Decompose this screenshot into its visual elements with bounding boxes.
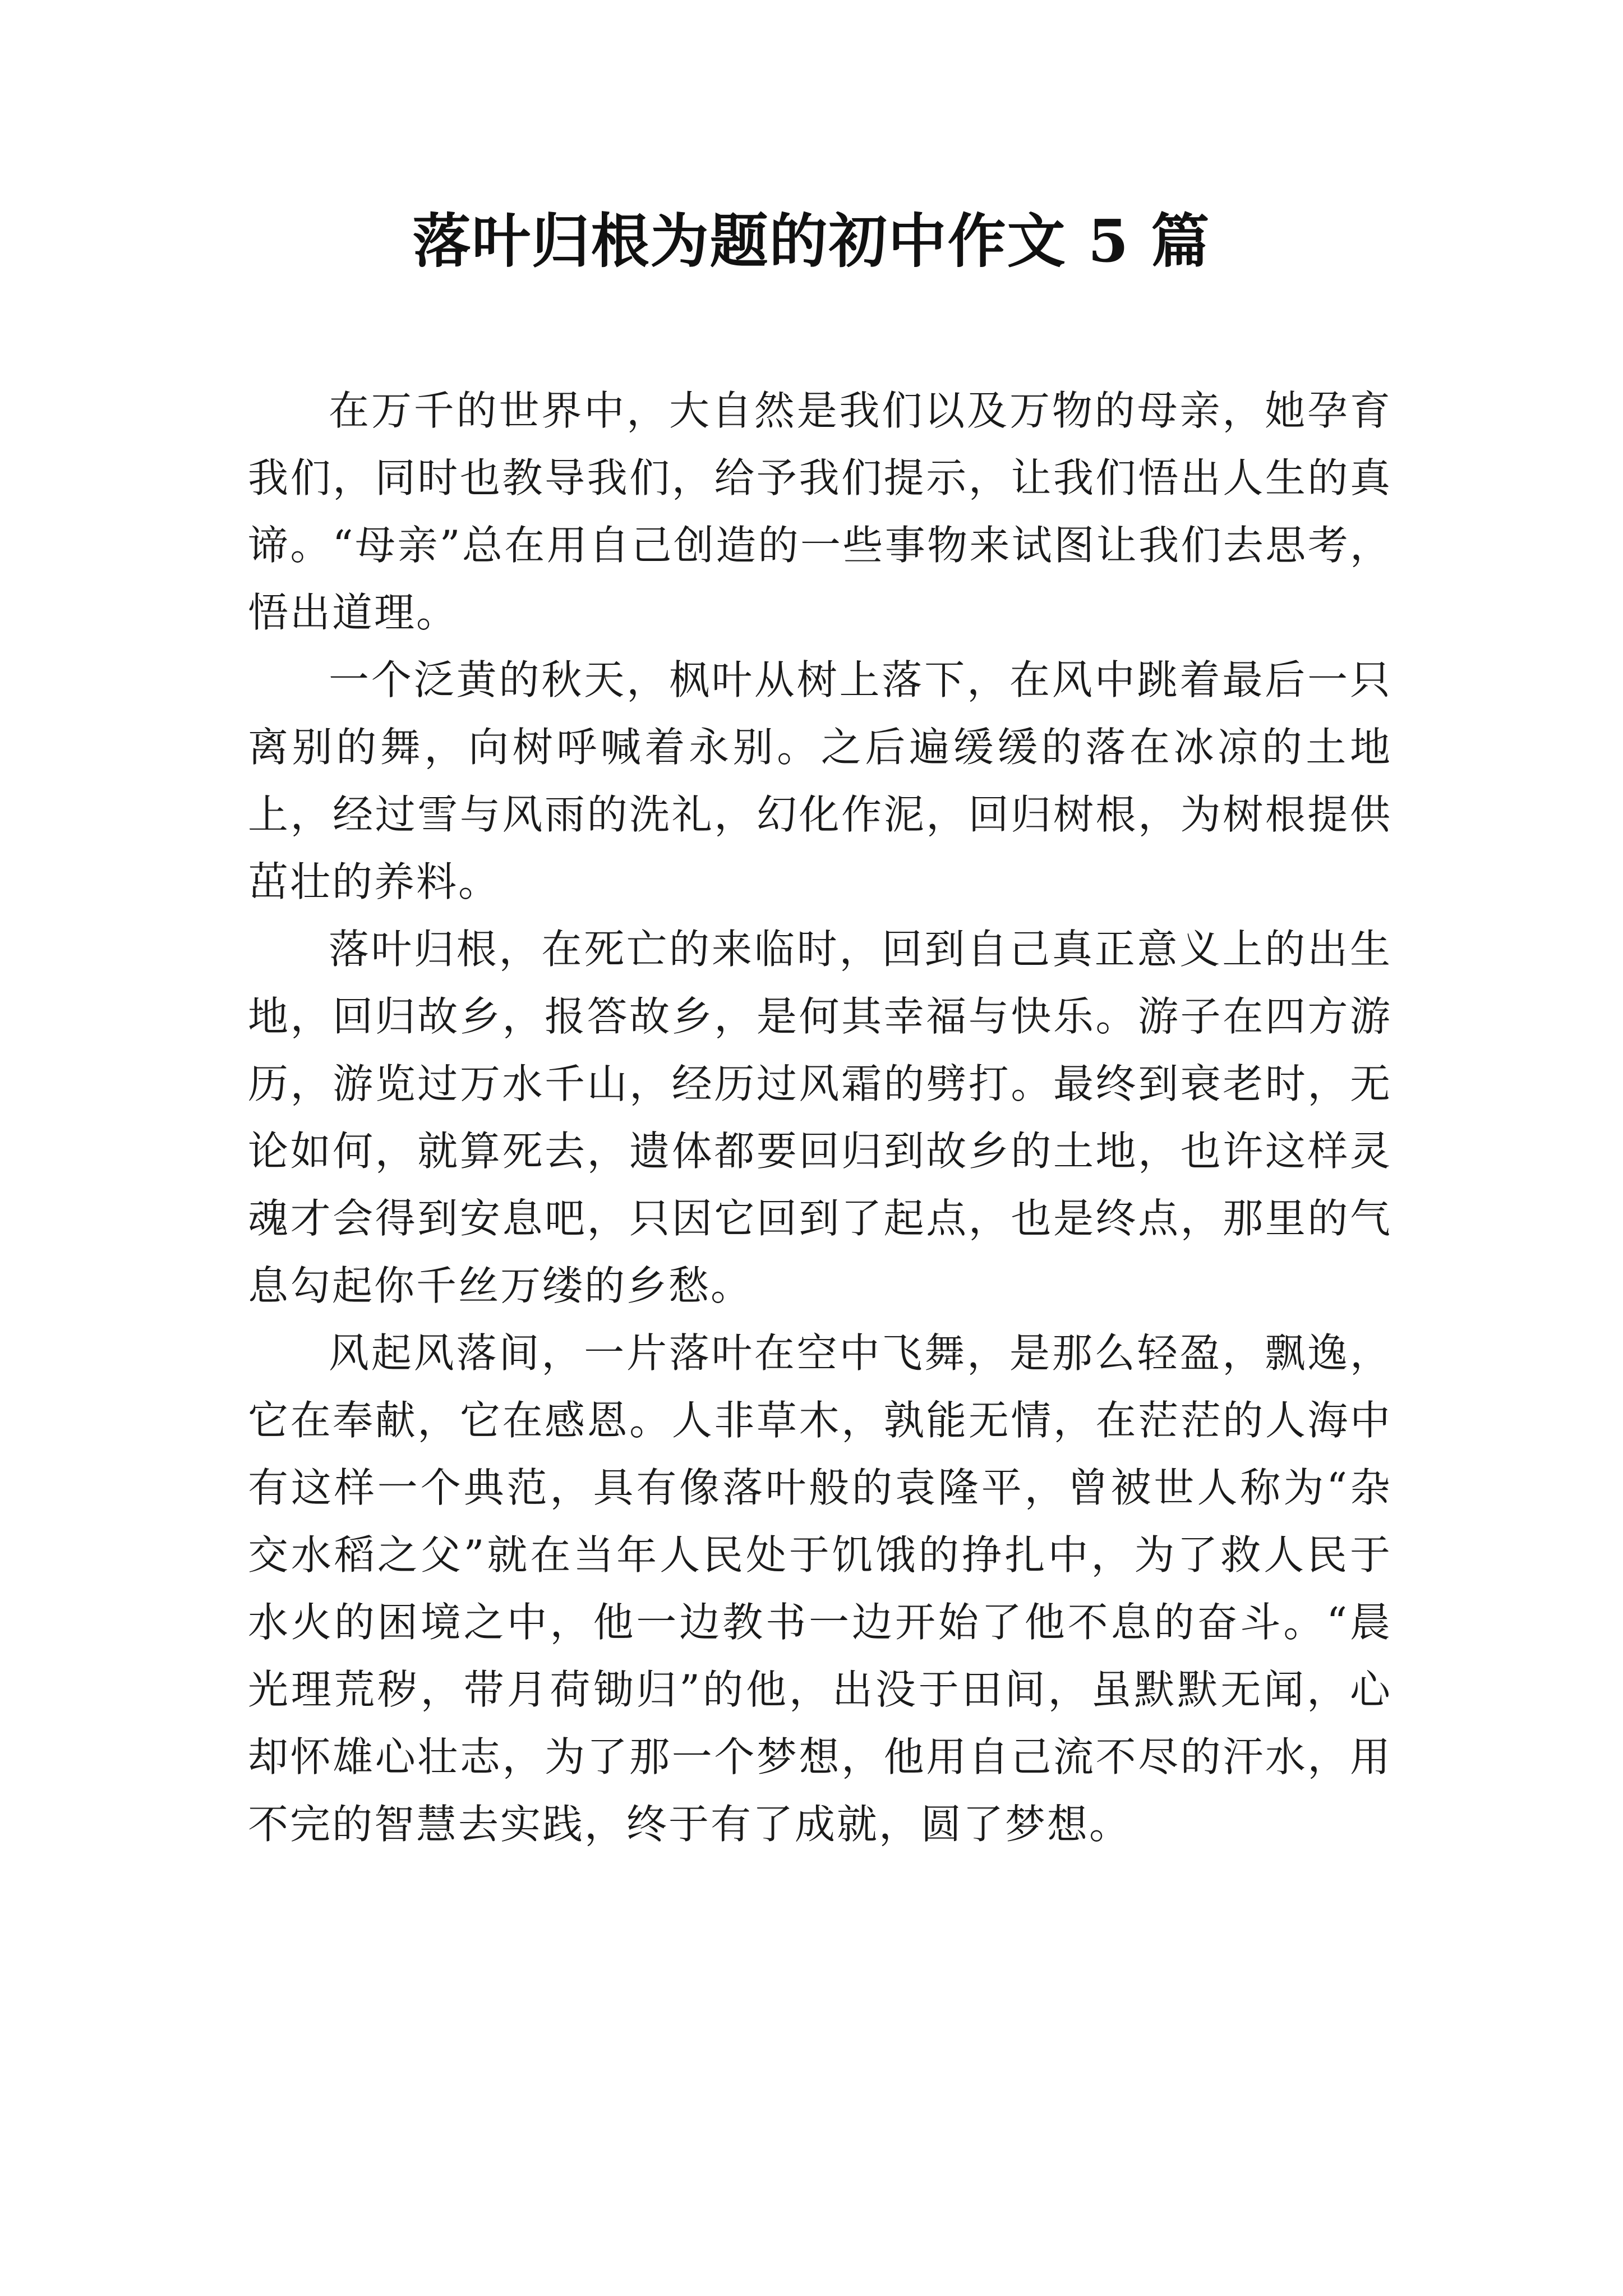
paragraph: 一个泛黄的秋天，枫叶从树上落下，在风中跳着最后一只离别的舞，向树呼喊着永别。之后遍缓缓的落在冰凉的土地上，经过雪与风雨的洗礼，幻化作泥，回归树根，为树根提供茁壮的养料。 — [248, 656, 1392, 905]
document-title: 落叶归根为题的初中作文 5 篇 — [412, 206, 1211, 275]
paragraph: 在万千的世界中，大自然是我们以及万物的母亲，她孕育我们，同时也教导我们，给予我们提示，让我们悟出人生的真谛。“母亲”总在用自己创造的一些事物来试图让我们去思考，悟出道理。 — [248, 387, 1392, 636]
document-body — [248, 377, 1392, 1858]
paragraph: 落叶归根，在死亡的来临时，回到自己真正意义上的出生地，回归故乡，报答故乡，是何其幸福与快乐。游子在四方游历，游览过万水千山，经历过风霜的劈打。最终到衰老时，无论如何，就算死去，遗体都要回归到故乡的土地，也许这样灵魂才会得到安息吧，只因它回到了起点，也是终点，那里的气息勾起你千丝万缕的乡愁。 — [248, 926, 1392, 1309]
paragraph: 风起风落间，一片落叶在空中飞舞，是那么轻盈，飘逸，它在奉献，它在感恩。人非草木，孰能无情，在茫茫的人海中有这样一个典范，具有像落叶般的袁隆平，曾被世人称为“杂交水稻之父”就在当年人民处于饥饿的挣扎中，为了救人民于水火的困境之中，他一边教书一边开始了他不息的奋斗。“晨光理荒秽，带月荷锄归”的他，出没于田间，虽默默无闻，心却怀雄心壮志，为了那一个梦想，他用自己流不尽的汗水，用不完的智慧去实践，终于有了成就，圆了梦想。 — [248, 1329, 1392, 1848]
